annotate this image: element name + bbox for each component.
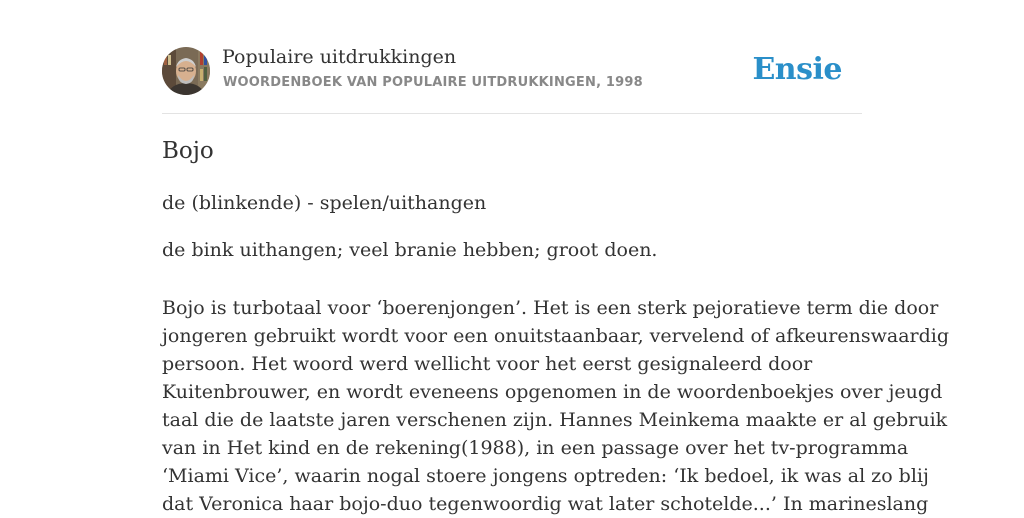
entry-variant: de (blinkende) - spelen/uithangen [162, 192, 487, 214]
source-title[interactable]: Populaire uitdrukkingen [222, 46, 457, 68]
source-subtitle: WOORDENBOEK VAN POPULAIRE UITDRUKKINGEN, 1998 [223, 75, 643, 90]
body-line: persoon. Het woord werd wellicht voor het eerst gesignaleerd door [162, 353, 813, 375]
body-line: Bojo is turbotaal voor ‘boerenjongen’. Het is een sterk pejoratieve term die door [162, 297, 939, 319]
body-line: ‘Miami Vice’, waarin nogal stoere jongens optreden: ‘Ik bedoel, ik was al zo blij [162, 465, 929, 487]
entry-body [162, 294, 950, 518]
ensie-logo[interactable]: Ensie [752, 52, 842, 87]
entry-term: Bojo [162, 138, 214, 164]
page-container [162, 0, 950, 515]
body-line: van in Het kind en de rekening(1988), in een passage over het tv-programma [162, 437, 909, 459]
source-header [162, 0, 862, 114]
body-line: Kuitenbrouwer, en wordt eveneens opgenomen in de woordenboekjes over jeugd [162, 381, 943, 403]
body-line: jongeren gebruikt wordt voor een onuitstaanbaar, vervelend of afkeurenswaardig [162, 325, 950, 347]
body-line: dat Veronica haar bojo-duo tegenwoordig wat later schotelde...’ In marineslang [162, 493, 929, 515]
entry-definition: de bink uithangen; veel branie hebben; groot doen. [162, 239, 658, 261]
author-portrait-icon[interactable] [162, 47, 210, 95]
body-line: taal die de laatste jaren verschenen zijn. Hannes Meinkema maakte er al gebruik [162, 409, 948, 431]
